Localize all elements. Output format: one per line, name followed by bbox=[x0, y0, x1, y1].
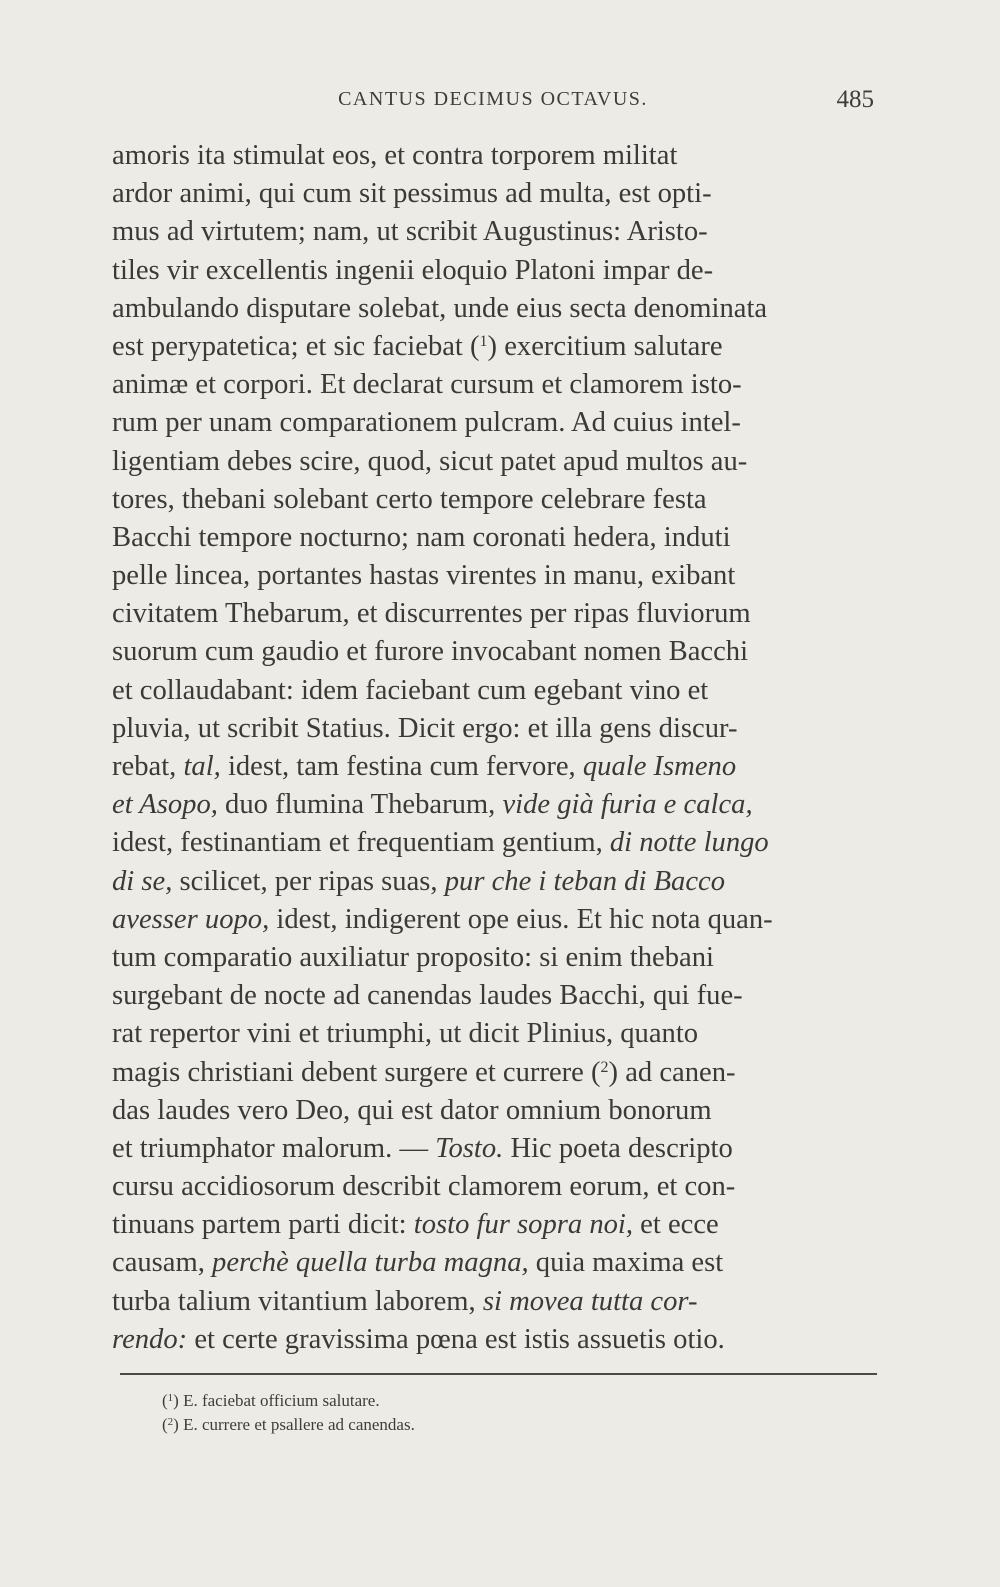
text-run: tores, thebani solebant certo tempore celebrare festa bbox=[112, 483, 707, 515]
text-line bbox=[112, 672, 874, 710]
text-line bbox=[112, 481, 874, 519]
text-run: rat repertor vini et triumphi, ut dicit Plinius, quanto bbox=[112, 1018, 699, 1050]
text-run: cursu accidiosorum describit clamorem eorum, et con- bbox=[112, 1171, 736, 1203]
text-run: ambulando disputare solebat, unde eius secta denominata bbox=[112, 292, 768, 324]
italic-quote: avesser uopo, bbox=[112, 903, 270, 935]
footnote-text: E. currere et psallere ad canendas. bbox=[178, 1415, 415, 1434]
footnote-item bbox=[162, 1389, 862, 1413]
text-run: idest, tam festina cum fervore, bbox=[220, 751, 583, 782]
text-run: suorum cum gaudio et furore invocabant nomen Bacchi bbox=[112, 636, 749, 668]
text-run: tinuans partem parti dicit: bbox=[112, 1209, 414, 1241]
text-line bbox=[112, 519, 874, 557]
footnote-text: E. faciebat officium salutare. bbox=[178, 1391, 380, 1410]
text-run: Hic poeta descripto bbox=[503, 1132, 733, 1164]
text-line bbox=[112, 213, 874, 251]
text-run: et ecce bbox=[633, 1209, 719, 1241]
italic-quote: di se, bbox=[112, 865, 173, 897]
text-run: ligentiam debes scire, quod, sicut patet apud multos au- bbox=[112, 445, 748, 477]
text-line bbox=[112, 901, 874, 939]
text-line bbox=[112, 1054, 874, 1092]
italic-quote: pur che i teban di Bacco bbox=[444, 865, 726, 897]
footnote-marker: ($^2$) bbox=[162, 1415, 179, 1434]
text-run: Bacchi tempore nocturno; nam coronati hedera, induti bbox=[112, 521, 731, 553]
text-run: causam, bbox=[112, 1247, 213, 1279]
text-line bbox=[112, 1283, 874, 1321]
text-run: pluvia, ut scribit Statius. Dicit ergo: et illa gens discur- bbox=[112, 712, 738, 744]
text-run: mus ad virtutem; nam, ut scribit Augustinus: Aristo- bbox=[112, 216, 708, 248]
footnote-reference: 1 bbox=[479, 332, 488, 350]
footnote-marker: ($^1$) bbox=[162, 1391, 179, 1410]
text-run: surgebant de nocte ad canendas laudes Bacchi, qui fue- bbox=[112, 980, 743, 1012]
text-run: pelle lincea, portantes hastas virentes in manu, exibant bbox=[112, 560, 736, 592]
text-line bbox=[112, 824, 874, 862]
text-line bbox=[112, 290, 874, 328]
text-run: tum comparatio auxiliatur proposito: si enim thebani bbox=[112, 941, 714, 973]
text-line bbox=[112, 595, 874, 633]
text-line bbox=[112, 1130, 874, 1168]
text-line bbox=[112, 1092, 874, 1130]
text-line bbox=[112, 252, 874, 290]
text-run: quia maxima est bbox=[528, 1247, 724, 1279]
italic-quote: si movea tutta cor- bbox=[482, 1285, 698, 1317]
text-line bbox=[112, 939, 874, 977]
text-run: tiles vir excellentis ingenii eloquio Platoni impar de- bbox=[112, 254, 714, 286]
text-line bbox=[112, 977, 874, 1015]
text-run: idest, indigerent ope eius. Et hic nota quan- bbox=[269, 903, 773, 935]
text-run: scilicet, per ripas suas, bbox=[172, 865, 445, 897]
text-line bbox=[112, 1206, 874, 1244]
page-header bbox=[112, 88, 874, 128]
italic-quote: et Asopo, bbox=[112, 789, 218, 821]
text-line bbox=[112, 1168, 874, 1206]
text-run: das laudes vero Deo, qui est dator omnium bonorum bbox=[112, 1094, 712, 1126]
text-run: et triumphator malorum. — bbox=[112, 1132, 436, 1164]
running-head: CANTUS DECIMUS OCTAVUS. bbox=[338, 88, 648, 110]
text-run: est perypatetica; et sic faciebat ( bbox=[112, 330, 480, 362]
text-run: ardor animi, qui cum sit pessimus ad multa, est opti- bbox=[112, 178, 712, 210]
text-line bbox=[112, 175, 874, 213]
text-line bbox=[112, 786, 874, 824]
text-line bbox=[112, 1321, 874, 1359]
text-line bbox=[112, 328, 874, 366]
text-line bbox=[112, 366, 874, 404]
text-line bbox=[112, 443, 874, 481]
text-line bbox=[112, 557, 874, 595]
text-run: ) ad canen- bbox=[608, 1056, 736, 1088]
text-run: turba talium vitantium laborem, bbox=[112, 1285, 483, 1317]
footnote-number: 2 bbox=[167, 1416, 174, 1428]
italic-quote: perchè quella turba magna, bbox=[212, 1247, 529, 1279]
text-line bbox=[112, 748, 874, 786]
text-line bbox=[112, 1244, 874, 1282]
text-line bbox=[112, 1015, 874, 1053]
italic-quote: quale Ismeno bbox=[582, 751, 737, 782]
footnote-number: 1 bbox=[167, 1392, 174, 1404]
text-run: amoris ita stimulat eos, et contra torporem militat bbox=[112, 140, 678, 171]
italic-quote: vide già furia e calca, bbox=[502, 789, 753, 821]
text-run: rebat, bbox=[112, 751, 184, 782]
text-run: animæ et corpori. Et declarat cursum et clamorem isto- bbox=[112, 369, 742, 401]
text-run: idest, festinantiam et frequentiam gentium, bbox=[112, 827, 610, 859]
footnote-rule bbox=[120, 1373, 877, 1375]
text-run: ) exercitium salutare bbox=[487, 330, 723, 362]
text-line bbox=[112, 863, 874, 901]
text-run: et certe gravissima pœna est istis assuetis otio. bbox=[187, 1323, 725, 1355]
text-run: rum per unam comparationem pulcram. Ad cuius intel- bbox=[112, 407, 741, 439]
text-line bbox=[112, 710, 874, 748]
italic-quote: di notte lungo bbox=[609, 827, 769, 859]
text-line bbox=[112, 137, 874, 175]
italic-quote: tal, bbox=[183, 751, 221, 782]
text-line bbox=[112, 633, 874, 671]
text-run: magis christiani debent surgere et currere ( bbox=[112, 1056, 601, 1088]
body-text bbox=[112, 137, 874, 1359]
footnote-item bbox=[162, 1413, 862, 1437]
footnote-reference: 2 bbox=[600, 1058, 609, 1076]
text-line bbox=[112, 404, 874, 442]
italic-quote: tosto fur sopra noi, bbox=[413, 1209, 634, 1241]
italic-quote: Tosto. bbox=[435, 1132, 504, 1164]
italic-quote: rendo: bbox=[112, 1323, 188, 1355]
text-run: civitatem Thebarum, et discurrentes per ripas fluviorum bbox=[112, 598, 751, 630]
text-run: et collaudabant: idem faciebant cum egebant vino et bbox=[112, 674, 709, 706]
footnotes bbox=[162, 1389, 862, 1437]
text-run: duo flumina Thebarum, bbox=[217, 789, 503, 821]
page-number: 485 bbox=[836, 86, 874, 113]
